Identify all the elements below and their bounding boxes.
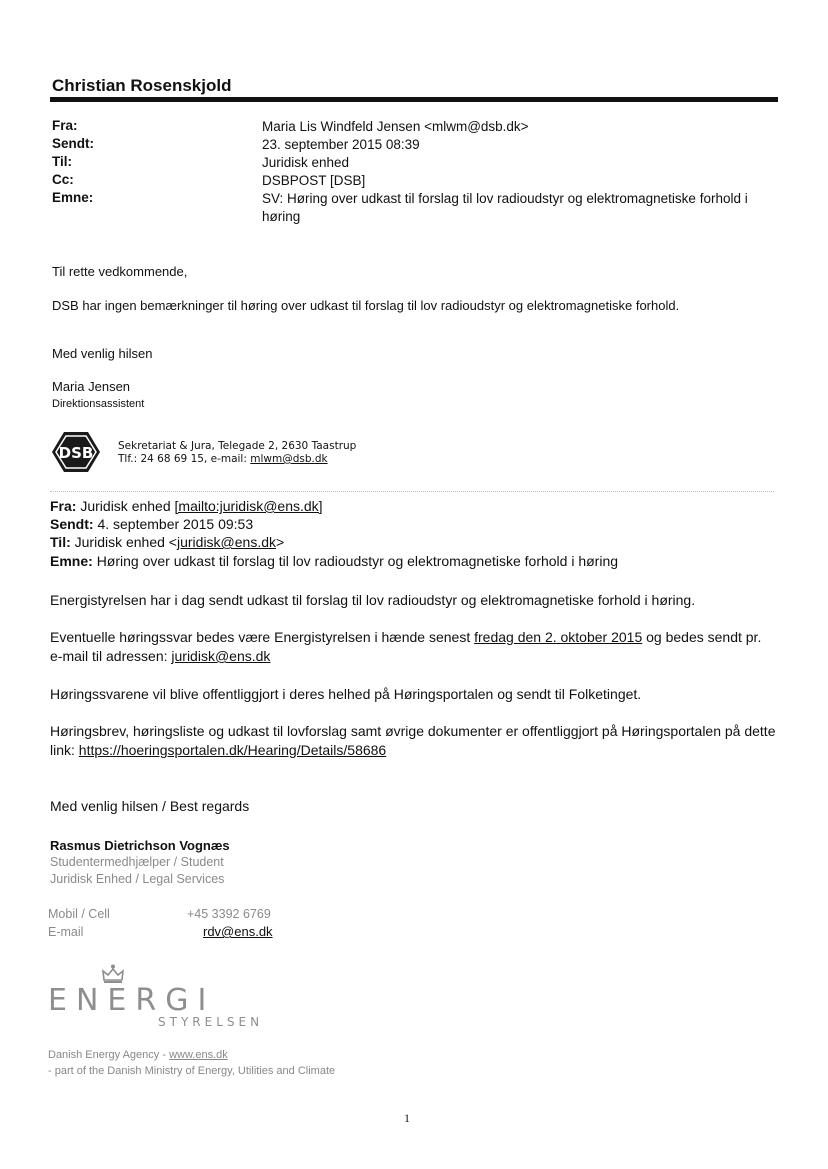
fw-paragraph-4: Høringsbrev, høringsliste og udkast til lovforslag samt øvrige dokumenter er offentliggjort på Høringsportalen på dette link: https://hoeringsportalen.dk/Hearing/Details/58686 xyxy=(50,723,776,758)
ministry-line: - part of the Danish Ministry of Energy, Utilities and Climate xyxy=(48,1065,336,1077)
fw-paragraph-3: Høringssvarene vil blive offentliggjort i deres helhed på Høringsportalen og sendt til Folketinget. xyxy=(50,686,642,702)
dsb-email-link[interactable]: mlwm@dsb.dk xyxy=(250,453,328,465)
energi-logo-word: ENERGI xyxy=(48,983,216,1018)
fw-sent: Sendt: 4. september 2015 09:53 xyxy=(50,516,254,532)
agency-line: Danish Energy Agency - www.ens.dk xyxy=(48,1049,228,1061)
reply-name: Maria Jensen xyxy=(52,379,131,394)
mobile-label: Mobil / Cell xyxy=(48,907,110,921)
reply-closing: Med venlig hilsen xyxy=(52,346,153,361)
deadline-link: fredag den 2. oktober 2015 xyxy=(474,629,643,645)
page-number: 1 xyxy=(404,1111,410,1125)
fw-closing: Med venlig hilsen / Best regards xyxy=(50,798,250,814)
from-value: Maria Lis Windfeld Jensen <mlwm@dsb.dk> xyxy=(262,119,529,134)
email-value-link[interactable]: rdv@ens.dk xyxy=(203,924,273,939)
reply-body: DSB har ingen bemærkninger til høring over udkast til forslag til lov radioudstyr og elektromagnetiske forhold. xyxy=(52,298,680,313)
dsb-logo-text: DSB xyxy=(58,444,94,462)
subject-value: SV: Høring over udkast til forslag til lov radioudstyr og elektromagnetiske forhold i høring xyxy=(262,191,748,224)
fw-paragraph-1: Energistyrelsen har i dag sendt udkast til forslag til lov radioudstyr og elektromagnetiske forhold i høring. xyxy=(50,592,696,608)
dsb-contact xyxy=(118,453,328,465)
mobile-value: +45 3392 6769 xyxy=(187,907,271,921)
sent-value: 23. september 2015 08:39 xyxy=(262,137,420,152)
fw-sig-title: Studentermedhjælper / Student xyxy=(50,855,224,869)
header-rule xyxy=(50,97,778,102)
dsb-logo xyxy=(50,430,102,474)
to-value: Juridisk enhed xyxy=(262,155,350,170)
separator xyxy=(50,491,774,492)
fw-mailto-link[interactable]: [mailto:juridisk@ens.dk] xyxy=(174,498,323,514)
reply-title: Direktionsassistent xyxy=(52,398,145,410)
dsb-address: Sekretariat & Jura, Telegade 2, 2630 Taastrup xyxy=(118,440,357,452)
fw-paragraph-2: Eventuelle høringssvar bedes være Energistyrelsen i hænde senest fredag den 2. oktober 2015 og bedes sendt pr. e-mail til adressen: juridisk@ens.dk xyxy=(50,629,762,664)
subject-label: Emne: xyxy=(52,190,94,205)
sender-name: Christian Rosenskjold xyxy=(52,76,232,95)
email-label: E-mail xyxy=(48,925,84,939)
hearing-link[interactable]: https://hoeringsportalen.dk/Hearing/Details/58686 xyxy=(78,742,387,758)
to-label: Til: xyxy=(52,154,72,169)
juridisk-email-link[interactable]: juridisk@ens.dk xyxy=(171,648,271,664)
from-label: Fra: xyxy=(52,118,78,133)
cc-value: DSBPOST [DSB] xyxy=(262,173,366,188)
agency-link[interactable]: www.ens.dk xyxy=(169,1049,228,1061)
crown-icon xyxy=(101,964,125,984)
fw-sig-dept: Juridisk Enhed / Legal Services xyxy=(50,872,225,886)
sent-label: Sendt: xyxy=(52,136,94,151)
fw-subject: Emne: Høring over udkast til forslag til lov radioudstyr og elektromagnetiske forhold i høring xyxy=(50,553,619,569)
energi-logo-sub: STYRELSEN xyxy=(158,1015,264,1029)
cc-label: Cc: xyxy=(52,172,74,187)
greeting: Til rette vedkommende, xyxy=(52,264,188,279)
dsb-phone: Tlf.: 24 68 69 15, e-mail: xyxy=(118,453,251,465)
fw-to: Til: Juridisk enhed <juridisk@ens.dk> xyxy=(50,534,285,550)
fw-to-link[interactable]: juridisk@ens.dk xyxy=(176,534,277,550)
fw-from: Fra: Juridisk enhed [mailto:juridisk@ens.dk] xyxy=(50,498,323,514)
fw-sig-name: Rasmus Dietrichson Vognæs xyxy=(50,838,230,853)
